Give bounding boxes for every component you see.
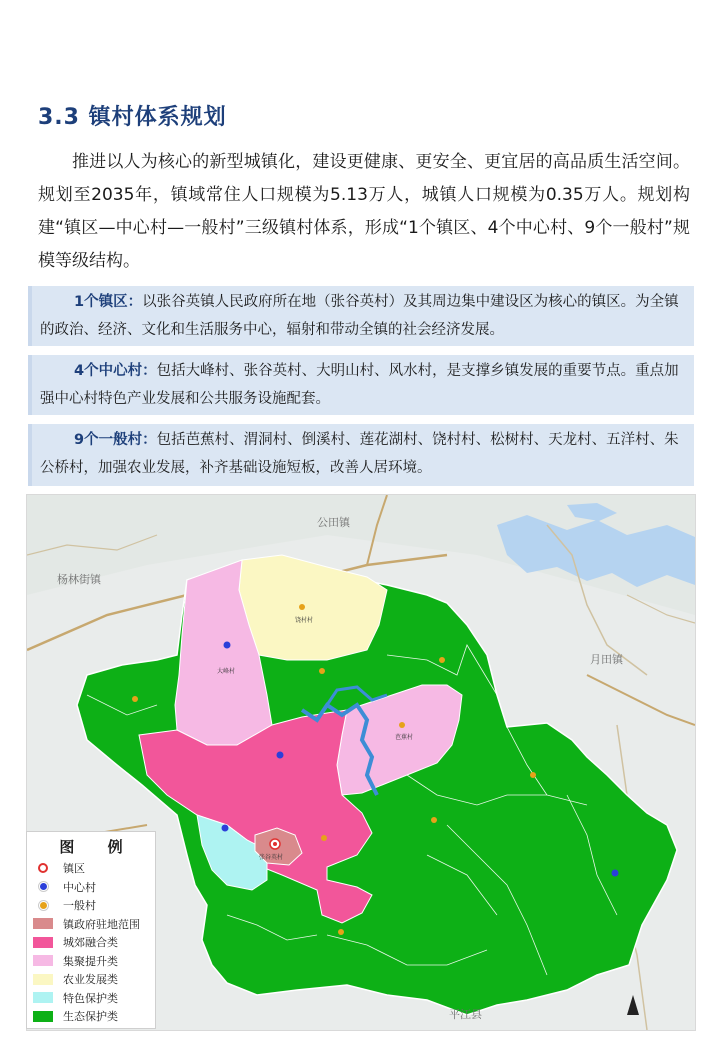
- village-label-dafeng: 大峰村: [217, 668, 236, 675]
- central-village-marker: [612, 870, 619, 877]
- legend-swatch: [33, 974, 53, 985]
- general-village-marker: [319, 668, 325, 674]
- place-label-yuetian: 月田镇: [590, 653, 623, 666]
- legend-label: 集聚提升类: [63, 954, 118, 968]
- place-label-pingjiang: 平江县: [449, 1008, 482, 1021]
- central-village-box: [28, 355, 694, 415]
- legend-label: 镇区: [63, 862, 85, 876]
- general-village-marker: [530, 772, 536, 778]
- legend-swatch: [33, 955, 53, 966]
- general-village-marker-raocun: [299, 604, 305, 610]
- central-village-key: 4个中心村：: [74, 363, 157, 379]
- general-village-marker-bajiao: [399, 722, 405, 728]
- place-label-gongtian: 公田镇: [317, 516, 350, 529]
- legend-item: [27, 859, 155, 878]
- legend-label: 农业发展类: [63, 973, 118, 987]
- place-label-yanglin: 杨林街镇: [57, 573, 101, 586]
- legend-item: [27, 896, 155, 915]
- legend-swatch: [33, 992, 53, 1003]
- town-area-key: 1个镇区：: [74, 294, 143, 310]
- map-legend: [26, 831, 156, 1029]
- town-area-box: [28, 286, 694, 346]
- legend-swatch: [33, 937, 53, 948]
- legend-item: [27, 915, 155, 934]
- section-heading: [38, 100, 227, 131]
- central-village-text: 包括大峰村、张谷英村、大明山村、风水村，是支撑乡镇发展的重要节点。重点加强中心村特色产业发展和公共服务设施配套。: [40, 363, 679, 407]
- general-village-marker: [439, 657, 445, 663]
- village-marker-icon: [33, 899, 53, 911]
- general-village-key: 9个一般村：: [74, 432, 157, 448]
- legend-label: 中心村: [63, 880, 96, 894]
- general-village-marker: [132, 696, 138, 702]
- general-village-text: 包括芭蕉村、渭洞村、倒溪村、莲花湖村、饶村村、松树村、天龙村、五洋村、朱公桥村，加强农业发展，补齐基础设施短板，改善人居环境。: [40, 432, 679, 476]
- general-village-marker: [338, 929, 344, 935]
- section-title: 镇村体系规划: [88, 105, 227, 130]
- legend-label: 特色保护类: [63, 991, 118, 1005]
- village-label-bajiao: 芭蕉村: [395, 734, 414, 741]
- legend-label: 城郊融合类: [63, 936, 118, 950]
- legend-item: [27, 970, 155, 989]
- legend-label: 生态保护类: [63, 1010, 118, 1024]
- central-village-marker: [222, 825, 229, 832]
- legend-title: 图 例: [59, 838, 137, 856]
- central-village-marker-dafeng: [224, 642, 231, 649]
- legend-label: 一般村: [63, 899, 96, 913]
- legend-swatch: [33, 918, 53, 929]
- section-number: 3.3: [38, 105, 80, 130]
- general-village-marker: [431, 817, 437, 823]
- intro-paragraph: 推进以人为核心的新型城镇化，建设更健康、更安全、更宜居的高品质生活空间。规划至2035年，镇域常住人口规模为5.13万人，城镇人口规模为0.35万人。规划构建“镇区—中心村—一般村”三级镇村体系，形成“1个镇区、4个中心村、9个一般村”规模等级结构。: [38, 152, 690, 271]
- legend-label: 镇政府驻地范围: [63, 917, 140, 931]
- legend-item: [27, 878, 155, 897]
- town-marker-icon: [33, 862, 53, 874]
- legend-item: [27, 1007, 155, 1026]
- town-area-text: 以张谷英镇人民政府所在地（张谷英村）及其周边集中建设区为核心的镇区。为全镇的政治、经济、文化和生活服务中心，辐射和带动全镇的社会经济发展。: [40, 294, 679, 338]
- legend-item: [27, 989, 155, 1008]
- village-marker-icon: [33, 881, 53, 893]
- legend-swatch: [33, 1011, 53, 1022]
- village-label-raocun: 饶村村: [295, 617, 314, 624]
- legend-item: [27, 952, 155, 971]
- legend-item: [27, 933, 155, 952]
- central-village-marker: [277, 752, 284, 759]
- village-label-zhangguying: 张谷英村: [259, 854, 284, 861]
- general-village-marker: [321, 835, 327, 841]
- general-village-box: [28, 424, 694, 486]
